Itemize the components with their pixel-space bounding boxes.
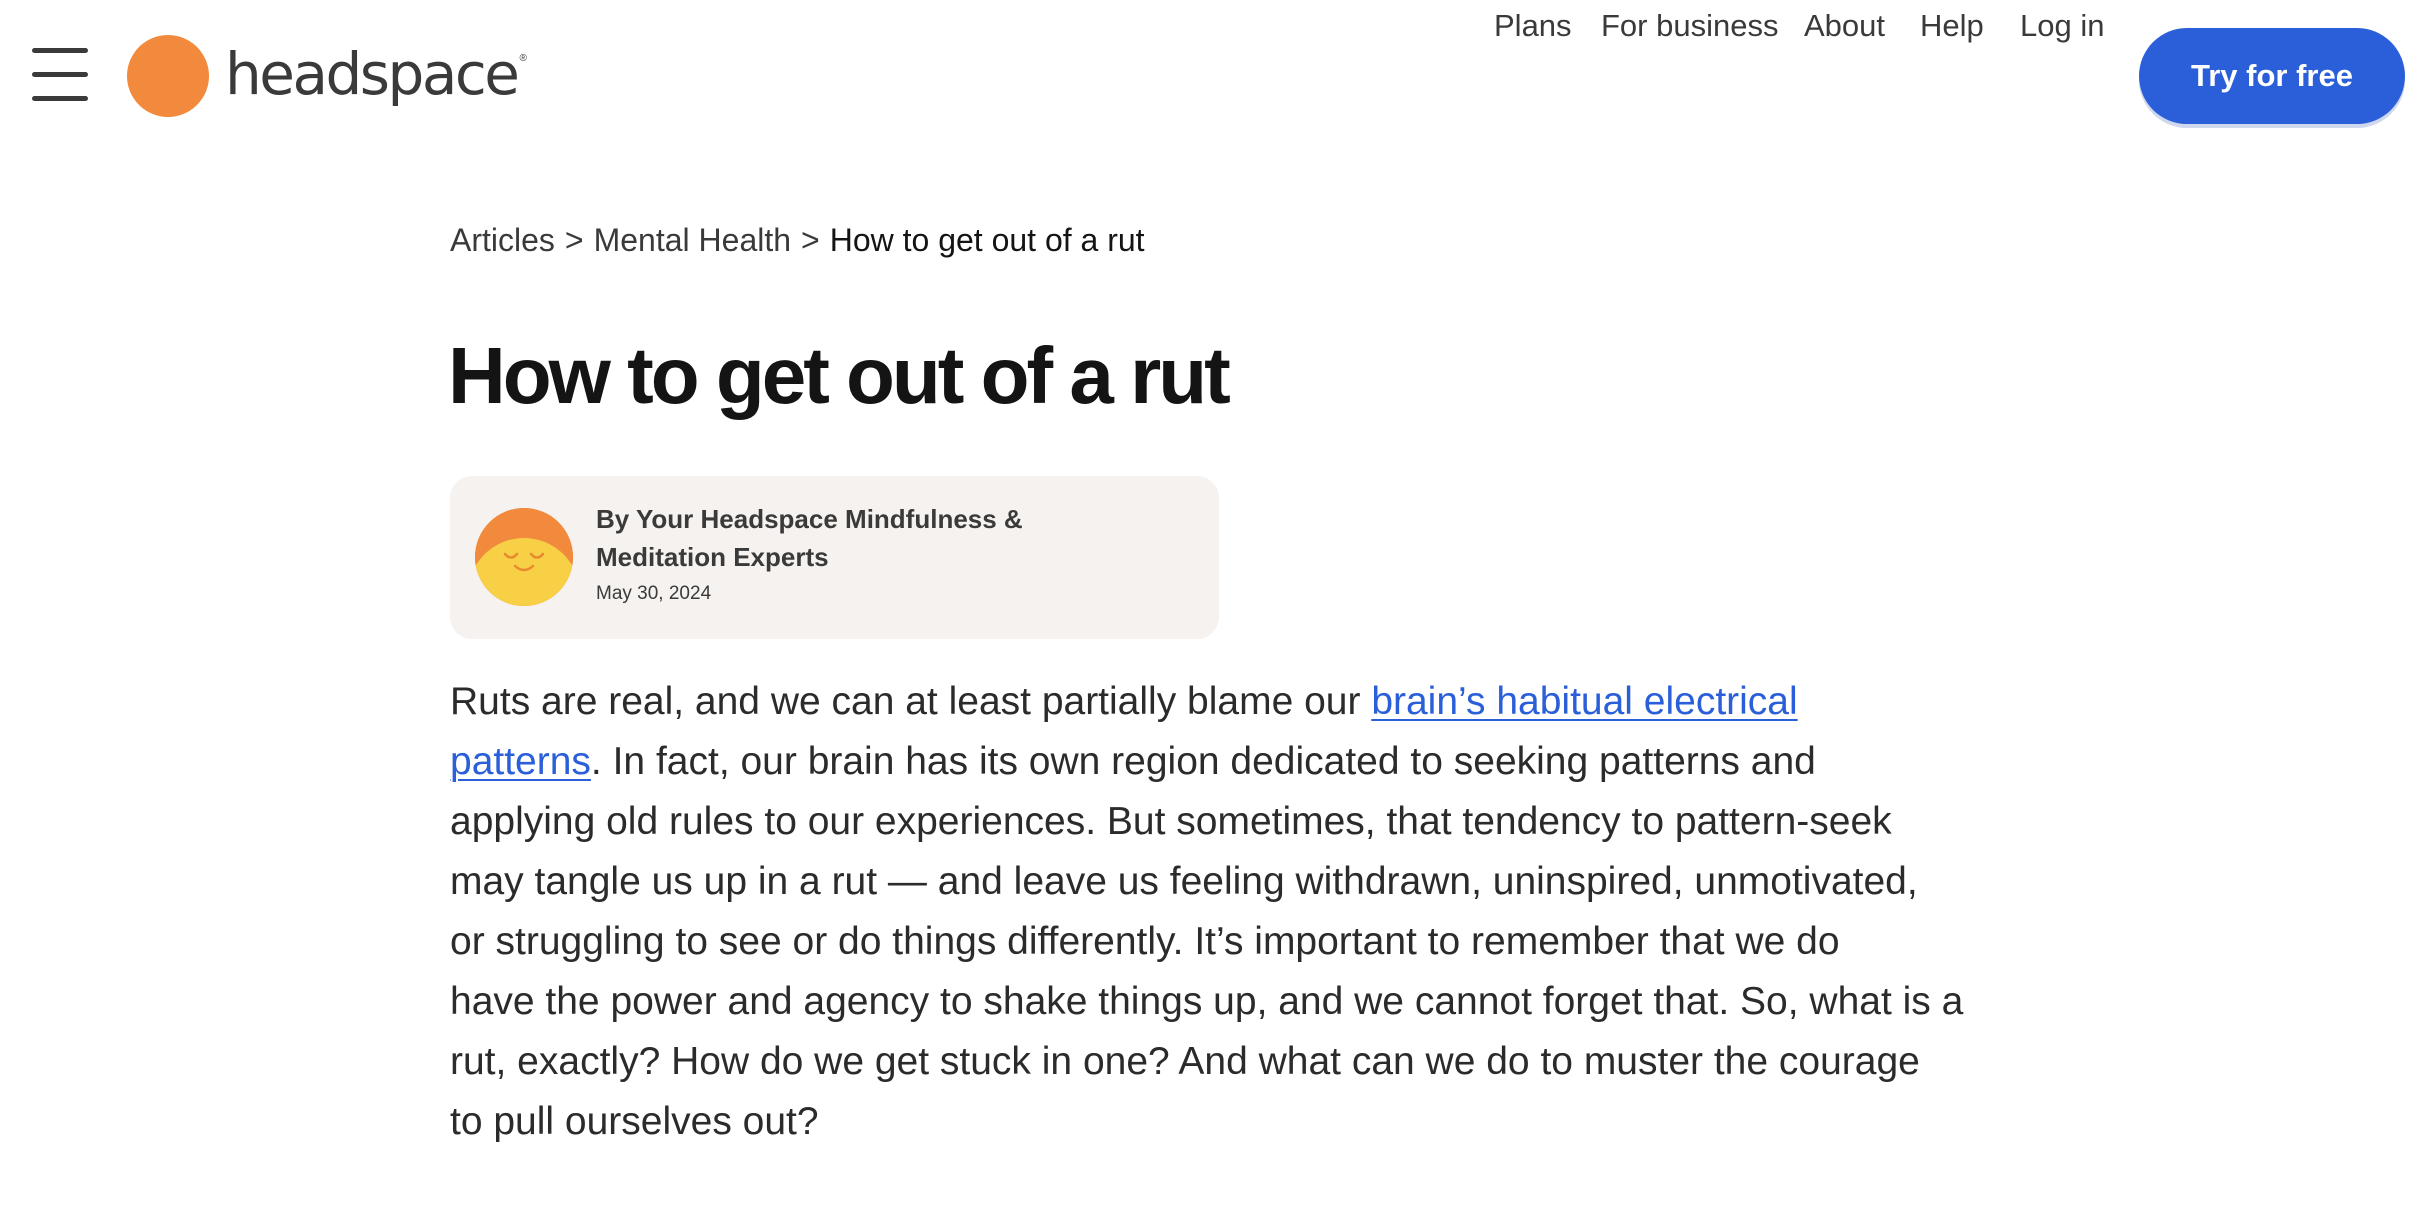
- nav-for-business[interactable]: For business: [1601, 8, 1779, 43]
- paragraph-text: . In fact, our brain has its own region dedicated to seeking patterns and: [590, 740, 1816, 783]
- nav-log-in[interactable]: Log in: [2020, 8, 2105, 43]
- breadcrumb-current: How to get out of a rut: [829, 222, 1145, 258]
- article-intro-paragraph: [450, 672, 2010, 1152]
- paragraph-text: Ruts are real, and we can at least partially blame our: [450, 680, 1372, 723]
- paragraph-line: [450, 732, 2010, 792]
- publish-date: May 30, 2024: [596, 583, 712, 604]
- author-avatar-icon: [475, 508, 573, 606]
- nav-about[interactable]: About: [1804, 8, 1886, 43]
- paragraph-line: [450, 672, 2010, 732]
- logo-dot-icon: [127, 35, 209, 117]
- author-card: [450, 476, 1219, 639]
- paragraph-line: may tangle us up in a rut — and leave us feeling withdrawn, uninspired, unmotivated,: [450, 860, 1918, 903]
- breadcrumb: [450, 222, 1145, 259]
- try-for-free-button[interactable]: Try for free: [2139, 28, 2405, 124]
- logo-wordmark: headspace: [225, 40, 518, 108]
- registered-mark: ®: [519, 52, 527, 64]
- menu-bar: [32, 48, 88, 53]
- site-header: [0, 0, 2434, 152]
- menu-bar: [32, 72, 88, 77]
- brain-patterns-link[interactable]: brain’s habitual electrical: [1371, 680, 1798, 723]
- hamburger-menu-icon[interactable]: [32, 48, 88, 102]
- menu-bar: [32, 96, 88, 101]
- breadcrumb-separator: >: [564, 222, 584, 258]
- breadcrumb-articles[interactable]: Articles: [450, 222, 555, 258]
- paragraph-line: applying old rules to our experiences. But sometimes, that tendency to pattern-seek: [450, 800, 1892, 843]
- paragraph-line: have the power and agency to shake things up, and we cannot forget that. So, what is a: [450, 980, 1964, 1023]
- author-name: By Your Headspace Mindfulness & Meditation Experts: [596, 504, 1023, 572]
- nav-plans[interactable]: Plans: [1494, 8, 1572, 43]
- paragraph-line: or struggling to see or do things differently. It’s important to remember that we do: [450, 920, 1840, 963]
- article-title: How to get out of a rut: [448, 331, 1228, 420]
- headspace-logo[interactable]: [127, 34, 527, 118]
- nav-help[interactable]: Help: [1920, 8, 1984, 43]
- breadcrumb-separator: >: [801, 222, 820, 258]
- breadcrumb-mental-health[interactable]: Mental Health: [593, 222, 792, 258]
- paragraph-line: rut, exactly? How do we get stuck in one? And what can we do to muster the courage: [450, 1040, 1920, 1083]
- paragraph-line: to pull ourselves out?: [450, 1100, 819, 1143]
- brain-patterns-link[interactable]: patterns: [450, 740, 591, 783]
